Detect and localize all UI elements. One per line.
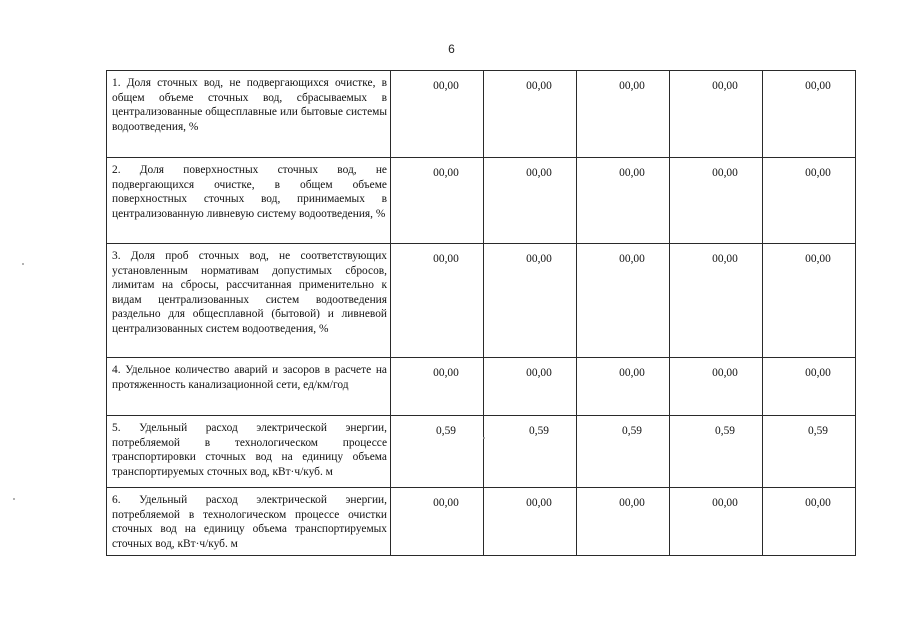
indicator-value: 00,00 bbox=[805, 367, 831, 379]
indicator-value: 0,59 bbox=[715, 425, 735, 437]
indicator-value: 00,00 bbox=[712, 253, 738, 265]
indicator-value: 0,59 bbox=[622, 425, 642, 437]
indicator-value: 00,00 bbox=[526, 497, 552, 509]
indicator-value: 00,00 bbox=[712, 167, 738, 179]
indicator-value: 00,00 bbox=[433, 367, 459, 379]
indicator-value: 00,00 bbox=[433, 167, 459, 179]
indicator-description: 3. Доля проб сточных вод, не соответствующих установленным нормативам допустимых сбросов, лимитам на сбросы, рассчитанная применительно к видам централизованных систем водоотведения раздельно для общесплавной (бытовой) и ливневой централизованных систем водоотведения, % bbox=[107, 244, 391, 358]
indicator-value: 00,00 bbox=[619, 253, 645, 265]
indicator-value: 00,00 bbox=[805, 167, 831, 179]
table-row bbox=[107, 71, 856, 158]
indicator-value: 00,00 bbox=[712, 80, 738, 92]
indicator-description: 2. Доля поверхностных сточных вод, не подвергающихся очистке, в общем объеме поверхностных сточных вод, принимаемых в централизованную ливневую систему водоотведения, % bbox=[107, 158, 391, 244]
indicator-value: 00,00 bbox=[712, 497, 738, 509]
indicator-description: 4. Удельное количество аварий и засоров в расчете на протяженность канализационной сети, ед/км/год bbox=[107, 358, 391, 416]
indicator-value: 00,00 bbox=[805, 497, 831, 509]
table-row bbox=[107, 488, 856, 556]
indicator-value: 00,00 bbox=[433, 253, 459, 265]
indicator-value: 00,00 bbox=[433, 80, 459, 92]
indicator-value: 00,00 bbox=[433, 497, 459, 509]
indicator-value: 00,00 bbox=[526, 80, 552, 92]
scan-speck bbox=[22, 263, 24, 265]
indicator-value: 00,00 bbox=[619, 367, 645, 379]
indicator-value: 0,59 bbox=[808, 425, 828, 437]
indicators-table bbox=[106, 70, 856, 556]
table-row bbox=[107, 244, 856, 358]
indicator-value: 00,00 bbox=[805, 80, 831, 92]
indicator-value: 00,00 bbox=[619, 497, 645, 509]
indicator-description: 5. Удельный расход электрической энергии, потребляемой в технологическом процессе транспортировки сточных вод на единицу объема транспортируемых сточных вод, кВт·ч/куб. м bbox=[107, 416, 391, 488]
table-row bbox=[107, 158, 856, 244]
table-row bbox=[107, 358, 856, 416]
table-row bbox=[107, 416, 856, 488]
indicator-value: 00,00 bbox=[526, 167, 552, 179]
indicator-value: 00,00 bbox=[619, 80, 645, 92]
indicator-value: 00,00 bbox=[805, 253, 831, 265]
scan-speck bbox=[483, 437, 485, 439]
indicator-value: 0,59 bbox=[529, 425, 549, 437]
indicator-value: 00,00 bbox=[526, 367, 552, 379]
indicator-description: 1. Доля сточных вод, не подвергающихся очистке, в общем объеме сточных вод, сбрасываемых в централизованные общесплавные или бытовые системы водоотведения, % bbox=[107, 71, 391, 158]
page-number: 6 bbox=[448, 42, 455, 56]
indicator-value: 00,00 bbox=[712, 367, 738, 379]
scan-speck bbox=[13, 498, 15, 500]
indicator-value: 0,59 bbox=[436, 425, 456, 437]
indicator-value: 00,00 bbox=[619, 167, 645, 179]
indicator-value: 00,00 bbox=[526, 253, 552, 265]
indicator-description: 6. Удельный расход электрической энергии, потребляемой в технологическом процессе очистки сточных вод на единицу объема транспортируемых сточных вод, кВт·ч/куб. м bbox=[107, 488, 391, 556]
